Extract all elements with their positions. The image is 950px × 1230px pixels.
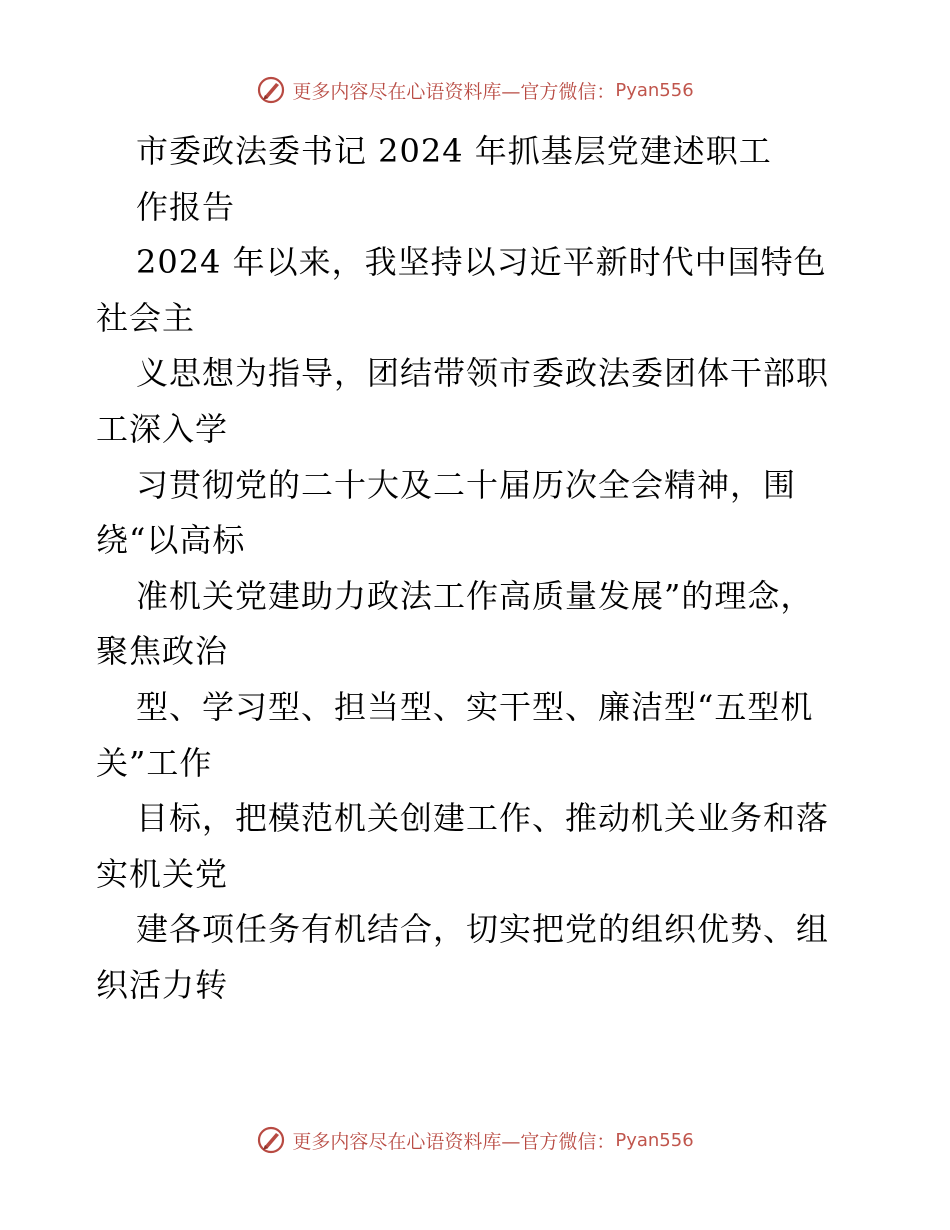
document-line: 目标，把模范机关创建工作、推动机关业务和落 (136, 799, 830, 838)
document-line: 习贯彻党的二十大及二十届历次全会精神，围 (136, 465, 797, 504)
document-line: 准机关党建助力政法工作高质量发展”的理念， (136, 576, 814, 615)
document-line: 实机关党 (96, 854, 229, 893)
header-banner-text: 更多内容尽在心语资料库—官方微信： (292, 80, 616, 103)
footer-banner-text: 更多内容尽在心语资料库—官方微信： (292, 1130, 616, 1153)
document-line: 社会主 (96, 298, 196, 337)
header-banner (0, 70, 950, 110)
document-line: 建各项任务有机结合，切实把党的组织优势、组 (136, 910, 830, 949)
document-line: 2024 年以来，我坚持以习近平新时代中国特色 (136, 243, 827, 282)
document-line: 绕“以高标 (96, 521, 246, 560)
document-line: 型、学习型、担当型、实干型、廉洁型“五型机 (136, 687, 814, 726)
footer-banner (0, 1120, 950, 1160)
document-line: 织活力转 (96, 965, 229, 1004)
document-line: 聚焦政治 (96, 632, 229, 671)
quill-logo-icon (256, 1125, 286, 1155)
header-wechat-id: Pyan556 (615, 79, 694, 101)
document-line: 工深入学 (96, 409, 229, 448)
footer-wechat-id: Pyan556 (615, 1129, 694, 1151)
quill-logo-icon (256, 75, 286, 105)
document-line: 作报告 (136, 187, 236, 226)
document-line: 市委政法委书记 2024 年抓基层党建述职工 (136, 132, 772, 170)
document-line: 义思想为指导，团结带领市委政法委团体干部职 (136, 354, 830, 393)
document-body (96, 124, 856, 1014)
document-line: 关”工作 (96, 743, 213, 782)
